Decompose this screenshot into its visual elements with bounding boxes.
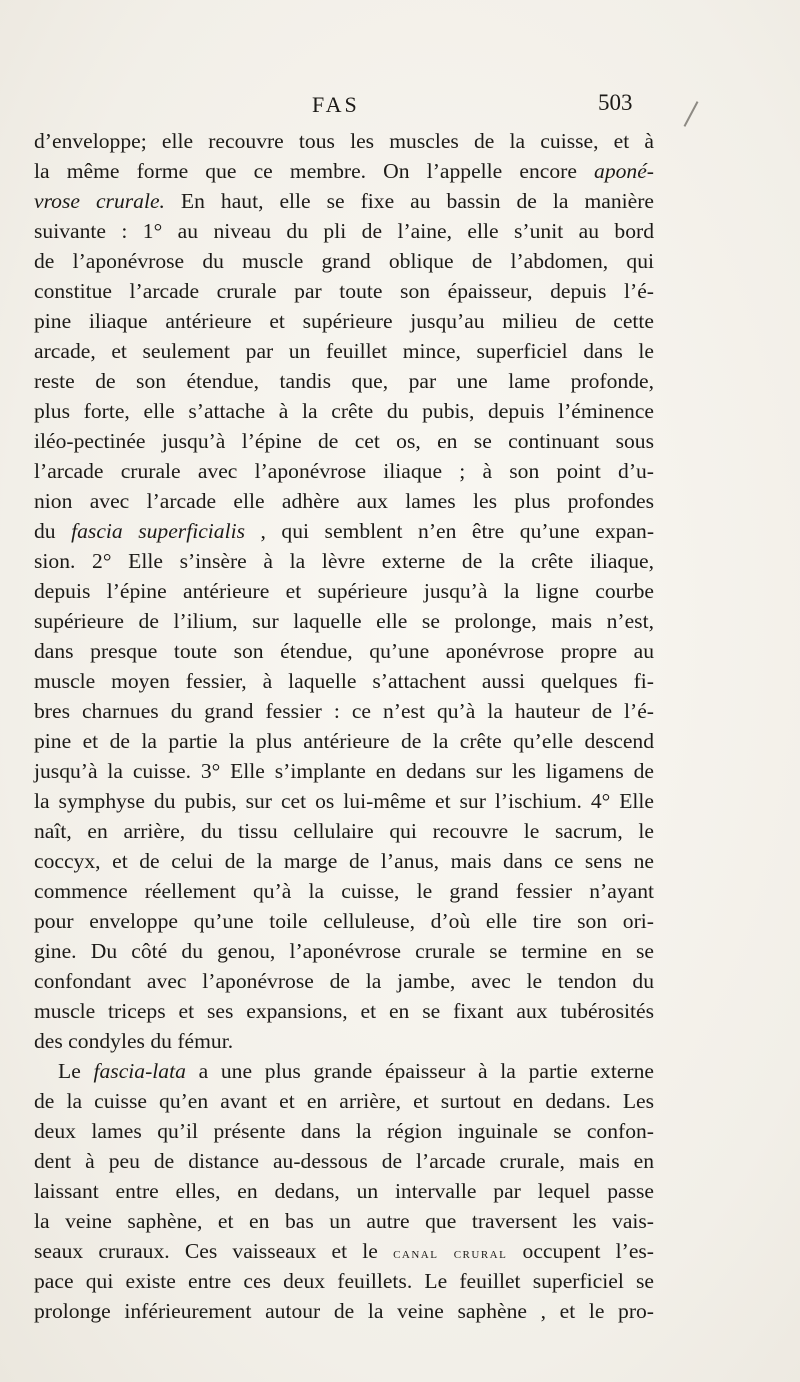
italic-term: fascia superficialis: [71, 519, 245, 543]
text-line: [34, 816, 654, 846]
text-line: [34, 1116, 654, 1146]
text-run: des condyles du fémur.: [34, 1029, 234, 1053]
text-run: sion. 2° Elle s’insère à la lèvre externe de la crête iliaque,: [34, 549, 654, 573]
text-line: [34, 246, 654, 276]
text-run: seaux cruraux. Ces vaisseaux et le: [34, 1239, 394, 1263]
text-line: [34, 1296, 654, 1326]
body-text: [34, 126, 654, 1326]
text-run: la symphyse du pubis, sur cet os lui-même et sur l’ischium. 4° Elle: [34, 789, 654, 813]
text-run: la même forme que ce membre. On l’appelle encore: [34, 159, 595, 183]
text-run: pine iliaque antérieure et supérieure jusqu’au milieu de cette: [34, 309, 654, 333]
paragraph-fascia-lata: [34, 1056, 654, 1326]
text-line: [34, 1176, 654, 1206]
text-line: [34, 1056, 654, 1086]
text-line: [34, 426, 654, 456]
text-run: laissant entre elles, en dedans, un intervalle par lequel passe: [34, 1179, 654, 1203]
text-run: dans presque toute son étendue, qu’une aponévrose propre au: [34, 639, 654, 663]
text-run: jusqu’à la cuisse. 3° Elle s’implante en dedans sur les ligamens de: [34, 759, 654, 783]
text-run: confondant avec l’aponévrose de la jambe, avec le tendon du: [34, 969, 654, 993]
text-line: [34, 936, 654, 966]
text-line: [34, 606, 654, 636]
text-run: prolonge inférieurement autour de la veine saphène , et le pro-: [34, 1299, 654, 1323]
text-line: [34, 636, 654, 666]
small-caps-term: canal crural: [393, 1245, 508, 1262]
text-line: [34, 546, 654, 576]
paragraph-aponevrose-crurale: [34, 126, 654, 1056]
text-line: [34, 156, 654, 186]
text-line: [34, 726, 654, 756]
text-line: [34, 966, 654, 996]
text-run: muscle moyen fessier, à laquelle s’attachent aussi quelques fi-: [34, 669, 654, 693]
text-line: [34, 186, 654, 216]
italic-term: fascia-lata: [93, 1059, 186, 1083]
page-number: 503: [598, 90, 633, 115]
text-line: [34, 1086, 654, 1116]
running-head: FAS: [312, 92, 360, 117]
text-run: commence réellement qu’à la cuisse, le grand fessier n’ayant: [34, 879, 654, 903]
text-run: plus forte, elle s’attache à la crête du pubis, depuis l’éminence: [34, 399, 654, 423]
text-run: pine et de la partie la plus antérieure de la crête qu’elle descend: [34, 729, 654, 753]
text-run: naît, en arrière, du tissu cellulaire qui recouvre le sacrum, le: [34, 819, 654, 843]
text-run: supérieure de l’ilium, sur laquelle elle se prolonge, mais n’est,: [34, 609, 654, 633]
text-line: [34, 396, 654, 426]
text-run: pour enveloppe qu’une toile celluleuse, d’où elle tire son ori-: [34, 909, 654, 933]
page-header: [0, 92, 800, 122]
italic-term: aponé-: [594, 159, 654, 183]
text-run: de la cuisse qu’en avant et en arrière, et surtout en dedans. Les: [34, 1089, 654, 1113]
text-run: arcade, et seulement par un feuillet mince, superficiel dans le: [34, 339, 654, 363]
text-run: pace qui existe entre ces deux feuillets. Le feuillet superficiel se: [34, 1269, 654, 1293]
text-run: iléo-pectinée jusqu’à l’épine de cet os, en se continuant sous: [34, 429, 654, 453]
text-run: gine. Du côté du genou, l’aponévrose crurale se termine en se: [34, 939, 654, 963]
text-run: d’enveloppe; elle recouvre tous les muscles de la cuisse, et à: [34, 129, 654, 153]
text-line: [34, 786, 654, 816]
text-run: l’arcade crurale avec l’aponévrose iliaque ; à son point d’u-: [34, 459, 654, 483]
text-line: [34, 1206, 654, 1236]
text-run: dent à peu de distance au-dessous de l’arcade crurale, mais en: [34, 1149, 654, 1173]
text-line: [34, 516, 654, 546]
text-run: constitue l’arcade crurale par toute son épaisseur, depuis l’é-: [34, 279, 654, 303]
text-line: [34, 126, 654, 156]
text-run: reste de son étendue, tandis que, par une lame profonde,: [34, 369, 654, 393]
text-run: muscle triceps et ses expansions, et en se fixant aux tubérosités: [34, 999, 654, 1023]
text-line: [34, 906, 654, 936]
text-run: occupent l’es-: [507, 1239, 654, 1263]
text-line: [34, 666, 654, 696]
text-run: bres charnues du grand fessier : ce n’est qu’à la hauteur de l’é-: [34, 699, 654, 723]
text-run: En haut, elle se fixe au bassin de la manière: [164, 189, 654, 213]
text-run: a une plus grande épaisseur à la partie externe: [185, 1059, 654, 1083]
text-run: suivante : 1° au niveau du pli de l’aine, elle s’unit au bord: [34, 219, 654, 243]
text-line: [34, 366, 654, 396]
text-run: la veine saphène, et en bas un autre que traversent les vais-: [34, 1209, 654, 1233]
text-line: [34, 1236, 654, 1266]
text-run: nion avec l’arcade elle adhère aux lames les plus profondes: [34, 489, 654, 513]
text-line: [34, 696, 654, 726]
text-run: deux lames qu’il présente dans la région inguinale se confon-: [34, 1119, 654, 1143]
text-line: [34, 846, 654, 876]
italic-term: vrose crurale.: [34, 189, 165, 213]
text-line: [34, 336, 654, 366]
text-line: [34, 1266, 654, 1296]
text-run: coccyx, et de celui de la marge de l’anus, mais dans ce sens ne: [34, 849, 654, 873]
text-line: [34, 576, 654, 606]
text-line: [34, 1146, 654, 1176]
text-line: [34, 756, 654, 786]
text-line: [34, 876, 654, 906]
text-line: [34, 306, 654, 336]
text-line: [34, 456, 654, 486]
text-run: depuis l’épine antérieure et supérieure jusqu’à la ligne courbe: [34, 579, 654, 603]
text-line: [34, 276, 654, 306]
text-run: du: [34, 519, 72, 543]
text-line: [34, 1026, 654, 1056]
text-run: , qui semblent n’en être qu’une expan-: [245, 519, 655, 543]
text-line: [34, 486, 654, 516]
text-run: de l’aponévrose du muscle grand oblique de l’abdomen, qui: [34, 249, 654, 273]
text-run: Le: [58, 1059, 94, 1083]
text-line: [34, 996, 654, 1026]
text-line: [34, 216, 654, 246]
